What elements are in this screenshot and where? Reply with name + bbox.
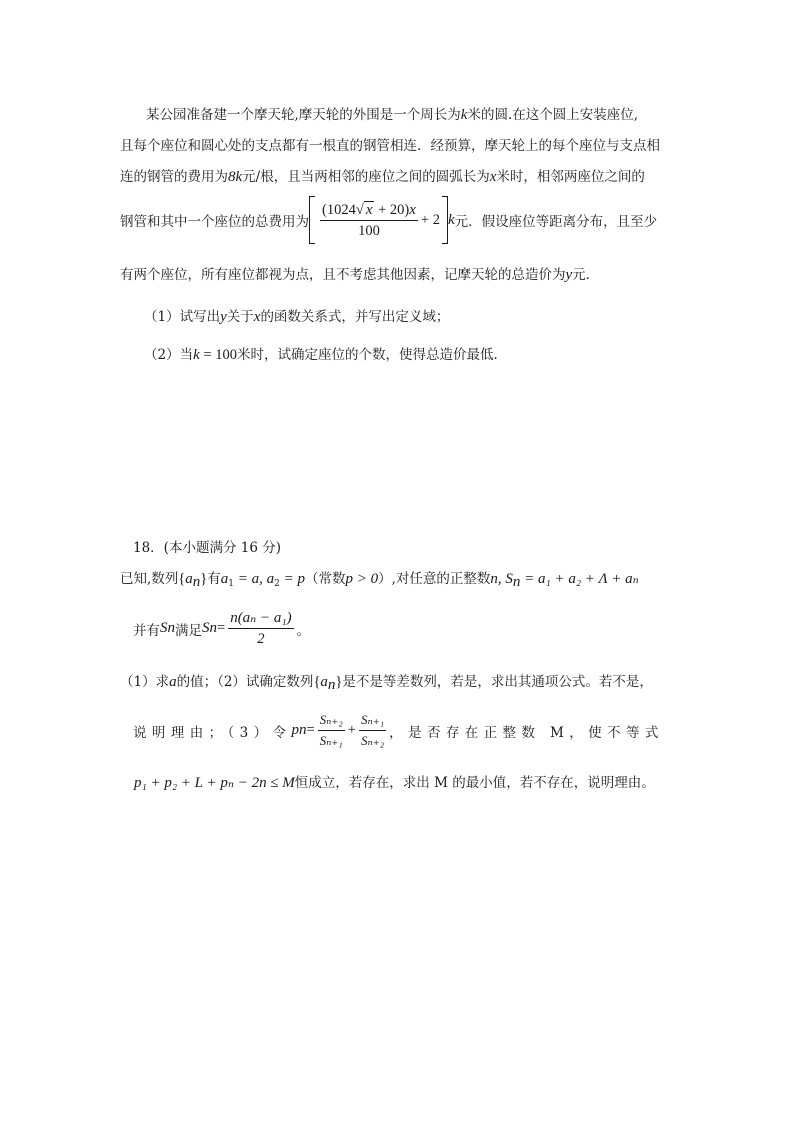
equals-100: = 100 bbox=[199, 347, 237, 363]
p17-line-3 bbox=[120, 165, 645, 186]
p18-text: 满足 bbox=[175, 622, 202, 639]
fraction-numerator: n(aₙ − a₁) bbox=[228, 608, 293, 629]
brace-close: } bbox=[200, 571, 208, 587]
brace-open: { bbox=[313, 674, 321, 690]
var-8k: 8k bbox=[228, 169, 243, 185]
var-y: y bbox=[565, 267, 573, 283]
var-S: S bbox=[160, 620, 168, 636]
problem-header: 18．(本小题满分 16 分) bbox=[133, 540, 281, 556]
p17-text: 元/根，且当两相邻的座位之间的圆弧长为 bbox=[242, 169, 490, 185]
var-a: a bbox=[169, 674, 177, 690]
num-part: (1024 bbox=[322, 201, 356, 218]
ratio-fraction-1 bbox=[318, 710, 345, 751]
plus-two: + 2 bbox=[420, 211, 440, 228]
p18-line-1 bbox=[120, 567, 639, 591]
p17-line-4 bbox=[120, 196, 657, 244]
fraction-numerator: Sₙ₊₁ bbox=[359, 710, 386, 731]
p17-question-1 bbox=[144, 305, 449, 326]
p17-text: 钢管和其中一个座位的总费用为 bbox=[120, 214, 309, 230]
var-a: a bbox=[220, 571, 229, 587]
cost-fraction bbox=[320, 200, 418, 241]
p17-text: 元．假设座位等距离分布，且至少 bbox=[454, 214, 658, 230]
p18-line-2 bbox=[133, 608, 310, 649]
p18-text: ，是否存在正整数 M，使不等式 bbox=[389, 724, 664, 741]
fraction-denominator: 100 bbox=[358, 222, 380, 239]
fraction-denominator: Sₙ₊₁ bbox=[319, 733, 343, 748]
equation: = a, bbox=[233, 571, 267, 587]
var-x: x bbox=[489, 169, 497, 185]
num-var: x bbox=[409, 201, 416, 218]
p18-text: 是不是等差数列，若是，求出其通项公式。若不是， bbox=[342, 674, 653, 690]
subscript: n bbox=[209, 620, 217, 636]
sqrt-icon: √ x bbox=[355, 201, 373, 218]
brace-open: { bbox=[178, 571, 186, 587]
p17-text: 某公园准备建一个摩天轮,摩天轮的外围是一个周长为 bbox=[146, 107, 461, 123]
fraction-numerator bbox=[320, 200, 418, 221]
p18-text: ）,对任意的正整数 bbox=[378, 571, 491, 587]
p17-question-2 bbox=[144, 343, 507, 364]
fraction-numerator: Sₙ₊₂ bbox=[318, 710, 345, 731]
p18-line-4 bbox=[133, 710, 664, 751]
equation: = p bbox=[279, 571, 305, 587]
var-k: k bbox=[193, 347, 200, 363]
subscript: n bbox=[167, 620, 175, 636]
ratio-fraction-2 bbox=[359, 710, 386, 751]
p18-header bbox=[133, 536, 281, 556]
p17-text: 关于 bbox=[226, 309, 254, 325]
subscript: 1 bbox=[228, 579, 234, 589]
plus: + bbox=[347, 722, 356, 738]
var-S: S bbox=[202, 620, 210, 636]
sum-fraction bbox=[228, 608, 293, 649]
var-n: n, bbox=[490, 571, 506, 587]
subscript: n bbox=[298, 722, 307, 738]
p18-text: （常数 bbox=[304, 571, 346, 587]
p17-text: 连的钢管的费用为 bbox=[120, 169, 228, 185]
var-y: y bbox=[220, 309, 227, 325]
var-a: a bbox=[185, 571, 193, 587]
num-part: + 20) bbox=[374, 201, 410, 218]
var-x: x bbox=[253, 309, 261, 325]
p18-text: 有 bbox=[207, 571, 221, 587]
p17-text: （2）当 bbox=[144, 347, 194, 363]
equation: = a₁ + a₂ + Λ + aₙ bbox=[520, 571, 639, 587]
p17-text: （1）试写出 bbox=[144, 309, 221, 325]
inequality: p₁ + p₂ + L + pₙ − 2n ≤ M bbox=[134, 775, 295, 791]
p18-text: 。 bbox=[296, 622, 311, 639]
p17-line-2 bbox=[120, 134, 660, 154]
p18-line-3 bbox=[120, 670, 653, 694]
p18-text: 说明理由；（3）令 bbox=[133, 724, 292, 741]
p18-text: 的值；（2）试确定数列 bbox=[176, 674, 314, 690]
p18-text: （1）求 bbox=[120, 674, 170, 690]
subscript: n bbox=[512, 574, 521, 590]
p17-text: 米时，试确定座位的个数，使得总造价最低． bbox=[236, 347, 507, 363]
p18-text: 已知,数列 bbox=[120, 571, 179, 587]
p17-text: 米的圆.在这个圆上安装座位, bbox=[467, 107, 639, 123]
p17-text: 的函数关系式，并写出定义域； bbox=[260, 309, 450, 325]
subscript: n bbox=[327, 677, 336, 693]
equals: = bbox=[306, 722, 315, 738]
p17-text: 有两个座位，所有座位都视为点，且不考虑其他因素，记摩天轮的总造价为 bbox=[120, 267, 566, 283]
equals: = bbox=[217, 620, 226, 636]
var-S: S bbox=[505, 571, 513, 587]
p18-text: 恒成立，若存在，求出 M 的最小值，若不存在，说明理由。 bbox=[294, 775, 655, 791]
brace-close: } bbox=[335, 674, 343, 690]
var-a: a bbox=[266, 571, 275, 587]
fraction-denominator: Sₙ₊₂ bbox=[360, 733, 385, 748]
p17-text: 且每个座位和圆心处的支点都有一根直的钢管相连．经预算，摩天轮上的每个座位与支点相 bbox=[120, 138, 660, 154]
p18-text: 并有 bbox=[133, 622, 160, 639]
left-bracket bbox=[309, 196, 315, 244]
p17-text: 米时，相邻两座位之间的 bbox=[496, 169, 645, 185]
equation: p > 0 bbox=[345, 571, 379, 587]
var-k: k bbox=[460, 107, 468, 123]
var-p: p bbox=[291, 722, 299, 738]
subscript: n bbox=[192, 574, 201, 590]
p17-line-5 bbox=[120, 263, 599, 284]
p18-line-5 bbox=[134, 771, 655, 792]
radicand: x bbox=[365, 201, 373, 218]
p17-text: 元． bbox=[572, 267, 600, 283]
var-a: a bbox=[320, 674, 328, 690]
fraction-denominator: 2 bbox=[257, 631, 265, 647]
p17-line-1 bbox=[146, 103, 638, 124]
var-k: k bbox=[447, 211, 455, 228]
subscript: 2 bbox=[274, 579, 280, 589]
